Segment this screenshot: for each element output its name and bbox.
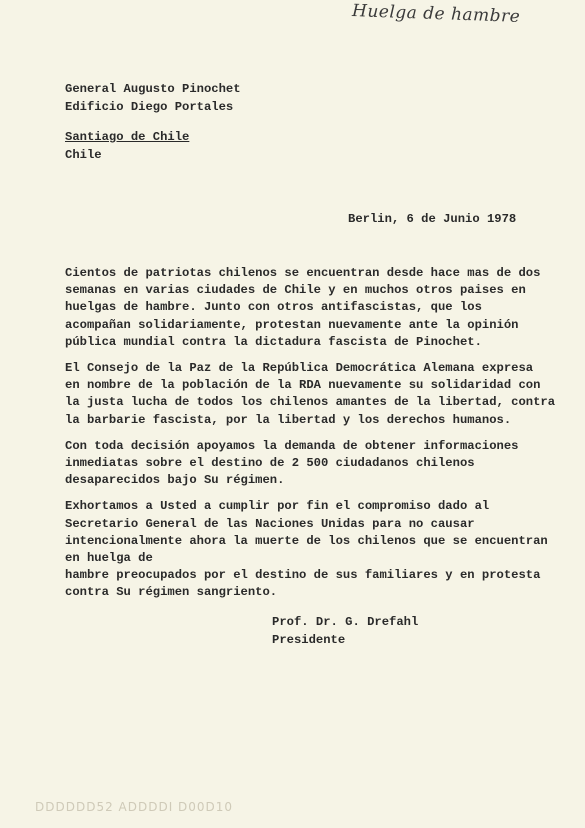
recipient-country: Chile <box>65 148 102 162</box>
signature-block <box>272 613 418 649</box>
recipient-address <box>65 80 241 164</box>
handwritten-annotation: Huelga de hambre <box>351 1 521 27</box>
body-paragraph: Con toda decisión apoyamos la demanda de obtener informaciones inmediatas sobre el destino de 2 500 ciudadanos chilenos desaparecidos bajo Su régimen. <box>65 438 519 488</box>
body-paragraph: Cientos de patriotas chilenos se encuentran desde hace mas de dos semanas en varias ciudades de Chile y en muchos otros paises en huelgas de hambre. Junto con otros antifascistas, que los acompañan solidariamente, protestan nuevamente ante la opinión pública mundial contra la dictadura fascista de Pinochet. <box>65 266 541 349</box>
letter-date: Berlin, 6 de Junio 1978 <box>348 212 517 226</box>
signatory-title: Presidente <box>272 633 346 647</box>
recipient-name: General Augusto Pinochet <box>65 82 241 96</box>
recipient-city: Santiago de Chile <box>65 130 190 144</box>
body-paragraph: Exhortamos a Usted a cumplir por fin el compromiso dado al Secretario General de las Naciones Unidas para no causar intencionalmente ahora la muerte de los chilenos que se encuentran en huelga de hambre preocupados por el destino de sus familiares y en protesta contra Su régimen sangriento. <box>65 499 548 600</box>
recipient-building: Edificio Diego Portales <box>65 100 234 114</box>
signatory-name: Prof. Dr. G. Drefahl <box>272 615 419 629</box>
letter-body <box>65 265 555 611</box>
archive-stamp: DDDDDD52 ADDDDI D00D10 <box>35 800 234 814</box>
body-paragraph: El Consejo de la Paz de la República Democrática Alemana expresa en nombre de la población de la RDA nuevamente su solidaridad con la justa lucha de todos los chilenos amantes de la libertad, contra la barbarie fascista, por la libertad y los derechos humanos. <box>65 361 556 427</box>
